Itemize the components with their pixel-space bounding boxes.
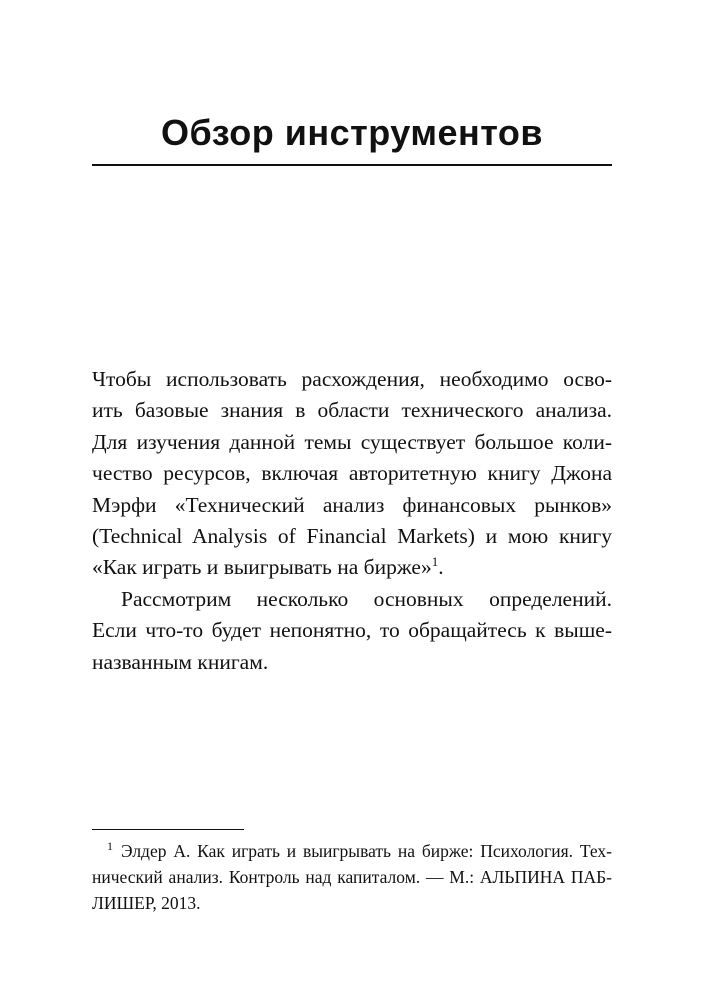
paragraph-1 [92,364,612,584]
footnote-line: нический анализ. Контроль над капиталом. — М.: АЛЬПИНА ПАБ- [92,867,612,887]
footnote-text: Элдер А. Как играть и выигрывать на бирже: Психология. Тех- [121,841,612,861]
body-line: Чтобы использовать расхождения, необходимо осво- [92,367,612,391]
body-line-last [92,552,612,583]
paragraph-2 [92,584,612,678]
sentence-end: . [438,555,444,580]
body-line: Для изучения данной темы существует большое коли- [92,429,612,454]
body-line: Мэрфи «Технический анализ финансовых рынков» [92,492,612,517]
body-line: Если что-то будет непонятно, то обращайтесь к выше- [92,618,612,643]
footnote-line [92,838,612,864]
chapter-title: Обзор инструментов [160,112,543,153]
footnote [92,838,612,916]
body-text [92,364,612,678]
body-line: (Technical Analysis of Financial Markets) и мою книгу [92,524,612,549]
title-underline [92,164,612,166]
body-line: чество ресурсов, включая авторитетную книгу Джона [92,461,612,486]
body-line: ить базовые знания в области технического анализа. [92,398,612,423]
body-line: названным книгам. [92,649,269,674]
footnote-separator [92,829,244,830]
body-line-text: «Как играть и выигрывать на бирже» [92,555,432,580]
footnote-mark: 1 [107,839,113,854]
body-line: Рассмотрим несколько основных определений. [121,586,612,611]
footnote-line: ЛИШЕР, 2013. [92,893,201,913]
footnote-reference: 1 [431,554,439,570]
